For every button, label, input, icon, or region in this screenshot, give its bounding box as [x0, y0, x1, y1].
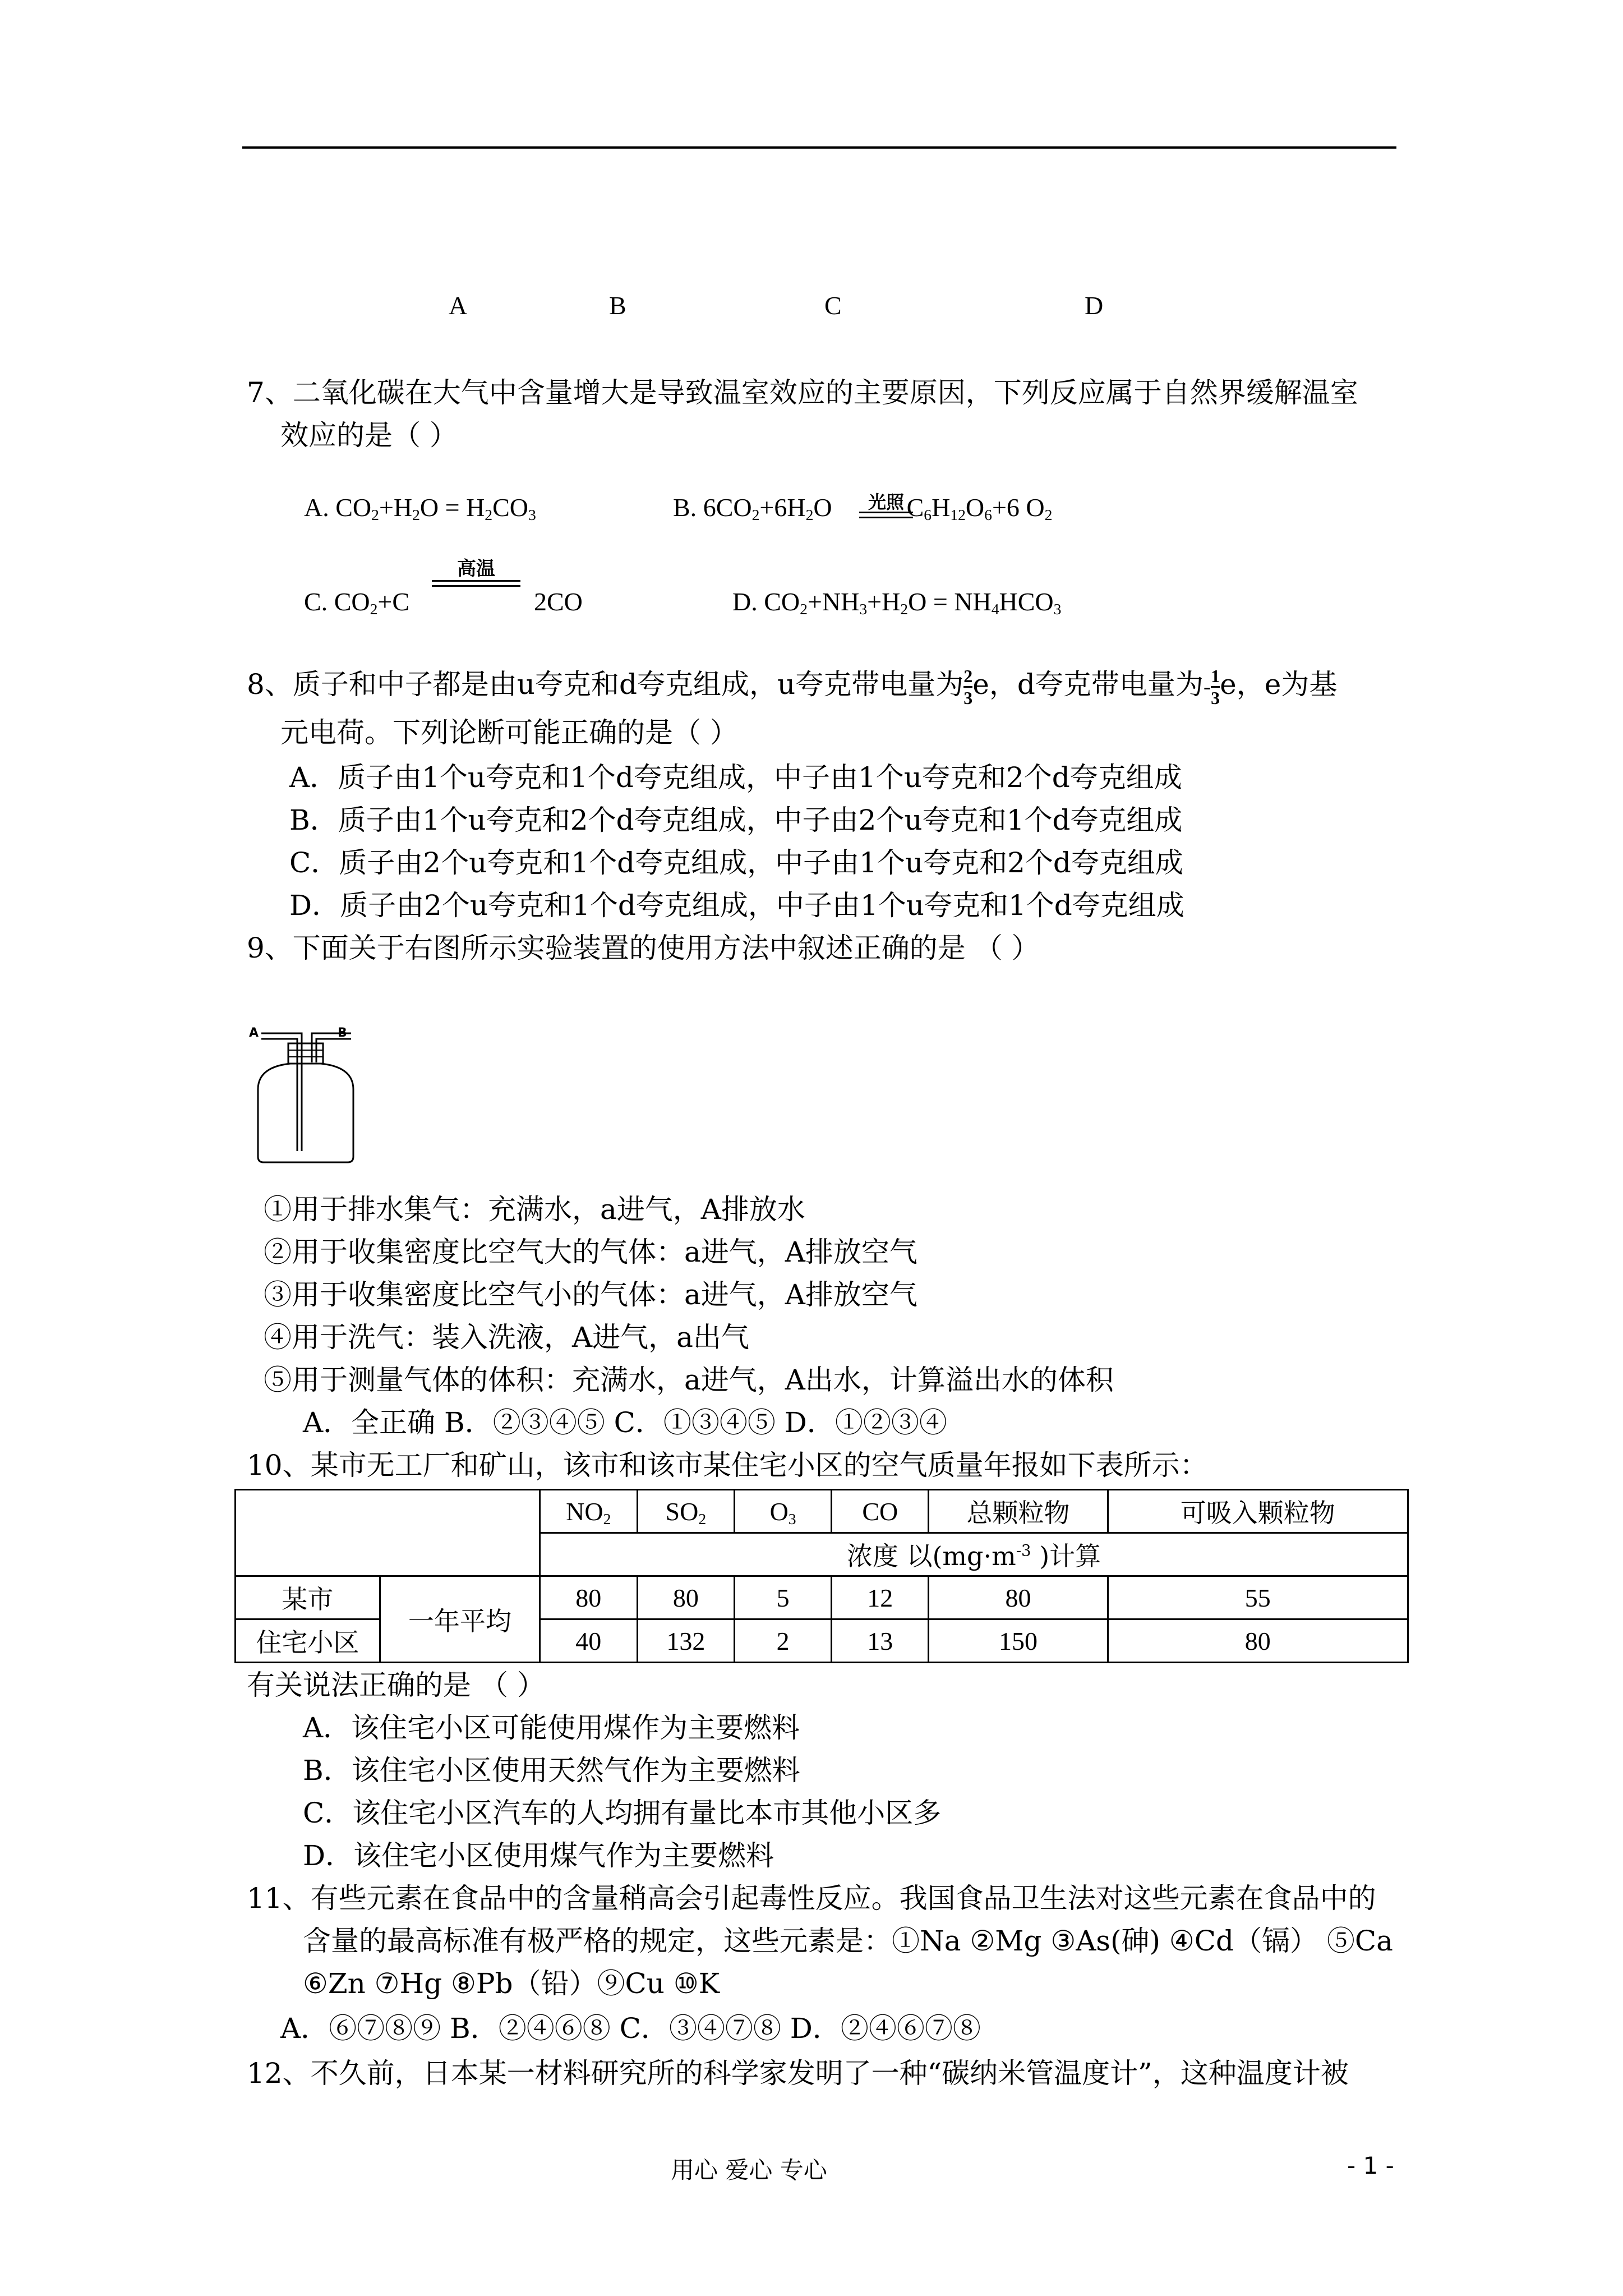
- q12-line1: 12、不久前，日本某一材料研究所的科学家发明了一种“碳纳米管温度计”，这种温度计被: [247, 2057, 1349, 2090]
- period-cell: 一年平均: [380, 1576, 540, 1663]
- table-corner-cell: [236, 1490, 540, 1576]
- q9-item-5: ⑤用于测量气体的体积：充满水，a进气，A出水，计算溢出水的体积: [264, 1364, 1114, 1396]
- cell-value: 80: [929, 1576, 1108, 1619]
- page-number: - 1 -: [1347, 2152, 1394, 2179]
- q9-stem: 9、下面关于右图所示实验装置的使用方法中叙述正确的是 （ ）: [247, 932, 1040, 964]
- figure-label-b: B: [609, 291, 626, 320]
- q11-options: A．⑥⑦⑧⑨ B．②④⑥⑧ C．③④⑦⑧ D．②④⑥⑦⑧: [280, 2012, 981, 2045]
- q7-option-a: A. $CO_2+H_2O = H_2CO_3$: [304, 493, 536, 523]
- q10-after: 有关说法正确的是 （ ）: [247, 1669, 545, 1701]
- cell-value: 40: [540, 1619, 638, 1663]
- figure-label-c: C: [824, 291, 842, 320]
- q7-c-condition: 高温: [457, 558, 495, 580]
- row-label-residential: 住宅小区: [236, 1619, 380, 1663]
- q10-option-b: B．该住宅小区使用天然气作为主要燃料: [303, 1754, 800, 1787]
- q7-c-product: 2CO: [534, 587, 583, 616]
- q10-stem: 10、某市无工厂和矿山，该市和该市某住宅小区的空气质量年报如下表所示：: [247, 1449, 1208, 1481]
- gas-washing-bottle-figure: [241, 1022, 387, 1168]
- cell-value: 132: [637, 1619, 734, 1663]
- q7-stem-line1: 7、二氧化碳在大气中含量增大是导致温室效应的主要原因，下列反应属于自然界缓解温室: [247, 376, 1358, 409]
- q10-option-c: C．该住宅小区汽车的人均拥有量比本市其他小区多: [303, 1797, 942, 1829]
- cell-value: 13: [832, 1619, 929, 1663]
- footer-center: 用心 爱心 专心: [671, 2156, 827, 2184]
- cell-value: 55: [1108, 1576, 1408, 1619]
- q8-stem-line1: 8、质子和中子都是由u夸克和d夸克组成，u夸克带电量为$\frac{2}{3}$ e，d夸克带电量为$-\frac{1}{3}$ e，e为基: [247, 665, 1338, 708]
- cell-value: 5: [735, 1576, 832, 1619]
- q10-option-a: A．该住宅小区可能使用煤作为主要燃料: [303, 1711, 800, 1744]
- q11-line3: ⑥Zn ⑦Hg ⑧Pb（铅）⑨Cu ⑩K: [303, 1967, 720, 2000]
- q9-item-2: ②用于收集密度比空气大的气体：a进气，A排放空气: [264, 1236, 917, 1268]
- q7-option-c: C. $CO_2+C$: [304, 587, 410, 618]
- q8-option-a: A．质子由1个u夸克和1个d夸克组成，中子由1个u夸克和2个d夸克组成: [289, 761, 1182, 794]
- cell-value: 80: [637, 1576, 734, 1619]
- cell-value: 80: [540, 1576, 638, 1619]
- fig-label-b: B: [338, 1026, 347, 1040]
- header-so2: $SO_2$: [637, 1490, 734, 1533]
- cell-value: 150: [929, 1619, 1108, 1663]
- cell-value: 2: [735, 1619, 832, 1663]
- unit-row: 浓度 以($mg\cdot m^{-3}$ )计算: [540, 1533, 1408, 1576]
- q7-c-equal-sign: [432, 580, 520, 587]
- fig-label-a: A: [249, 1026, 259, 1040]
- q8-option-b: B．质子由1个u夸克和2个d夸克组成，中子由2个u夸克和1个d夸克组成: [289, 804, 1183, 836]
- q8-stem-line2: 元电荷。下列论断可能正确的是（ ）: [280, 716, 738, 749]
- gas-bottle-icon: [241, 1022, 387, 1168]
- cell-value: 12: [832, 1576, 929, 1619]
- q7-stem-line2: 效应的是（ ）: [280, 419, 458, 452]
- q11-line2: 含量的最高标准有极严格的规定，这些元素是：①Na ②Mg ③As(砷) ④Cd（镉） ⑤Ca: [303, 1925, 1393, 1957]
- header-inhalable-particles: 可吸入颗粒物: [1108, 1490, 1408, 1533]
- header-o3: $O_3$: [735, 1490, 832, 1533]
- figure-label-d: D: [1085, 291, 1104, 320]
- air-quality-table: [234, 1489, 1409, 1663]
- q7-b-equal-sign: [859, 512, 913, 518]
- q9-options: A．全正确 B．②③④⑤ C．①③④⑤ D．①②③④: [303, 1406, 947, 1439]
- q8-option-d: D．质子由2个u夸克和1个d夸克组成，中子由1个u夸克和1个d夸克组成: [289, 889, 1184, 922]
- figure-label-a: A: [449, 291, 468, 320]
- q11-line1: 11、有些元素在食品中的含量稍高会引起毒性反应。我国食品卫生法对这些元素在食品中的: [247, 1882, 1376, 1915]
- fraction-one-third: $\frac{1}{3}$: [1211, 665, 1220, 708]
- row-label-city: 某市: [236, 1576, 380, 1619]
- q9-item-3: ③用于收集密度比空气小的气体：a进气，A排放空气: [264, 1278, 917, 1311]
- q7-option-b: B. $6CO_2+6H_2O$ $C_6H_{12}O_6+6$ $O_2$: [673, 493, 1053, 523]
- header-no2: $NO_2$: [540, 1490, 638, 1533]
- cell-value: 80: [1108, 1619, 1408, 1663]
- q7-b-condition: 光照: [868, 491, 904, 513]
- q9-item-1: ①用于排水集气：充满水，a进气，A排放水: [264, 1193, 805, 1226]
- table-row: [236, 1576, 1408, 1619]
- q9-item-4: ④用于洗气：装入洗液，A进气，a出气: [264, 1321, 749, 1354]
- q8-option-c: C．质子由2个u夸克和1个d夸克组成，中子由1个u夸克和2个d夸克组成: [289, 846, 1183, 879]
- header-co: CO: [832, 1490, 929, 1533]
- q7-option-d: D. $CO_2+NH_3+H_2O = NH_4HCO_3$: [732, 587, 1062, 618]
- fraction-two-thirds: $\frac{2}{3}$: [963, 665, 973, 708]
- q10-option-d: D．该住宅小区使用煤气作为主要燃料: [303, 1839, 774, 1872]
- header-rule: [242, 146, 1396, 149]
- header-total-particles: 总颗粒物: [929, 1490, 1108, 1533]
